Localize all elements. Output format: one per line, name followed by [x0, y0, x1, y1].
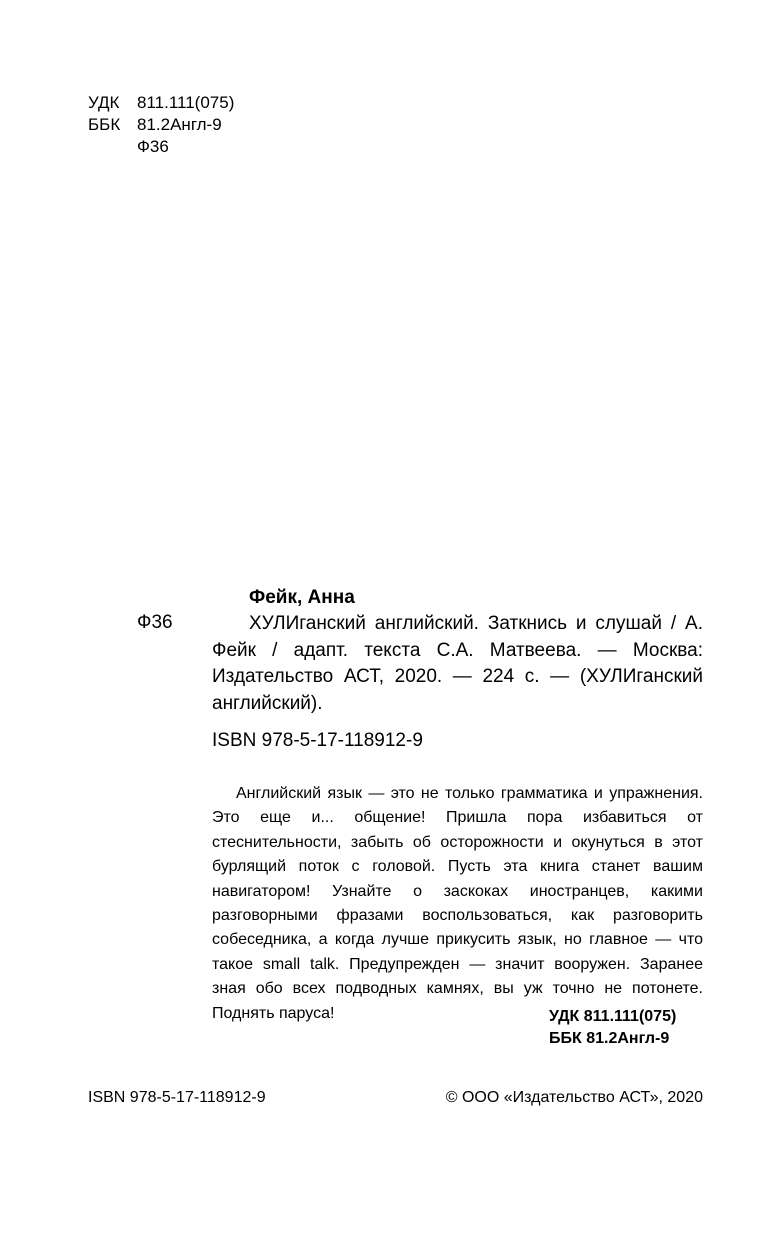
author-sign: Ф36 [137, 137, 169, 156]
entry-author-sign: Ф36 [137, 612, 173, 633]
annotation-codes [549, 1006, 676, 1050]
udk-label: УДК [88, 93, 120, 112]
entry-isbn: ISBN 978-5-17-118912-9 [212, 730, 423, 751]
annotation-text: Английский язык — это не только грамматика и упражнения. Это еще и... общение! Пришла пора избавиться от стеснительности, забыть об осторожности и окунуться в этот бурлящий поток с головой. Пусть эта книга станет вашим навигатором! Узнайте о заскоках иностранцев, какими разговорными фразами воспользоваться, как разговорить собеседника, а когда лучше прикусить язык, но главное — что такое small talk. Предупрежден — значит вооружен. Заранее зная обо всех подводных камнях, вы уж точно не потонете. Поднять паруса! [212, 785, 703, 1022]
entry-description: ХУЛИганский английский. Заткнись и слушай / А. Фейк / адапт. текста С.А. Матвеева. — Москва: Издательство АСТ, 2020. — 224 с. — (ХУЛИганский английский). [212, 613, 703, 714]
footer-isbn: ISBN 978-5-17-118912-9 [88, 1089, 266, 1106]
entry-author: Фейк, Анна [249, 587, 355, 608]
bbk-label: ББК [88, 115, 121, 134]
udk-value: 811.111(075) [137, 93, 235, 112]
annotation-udk: УДК 811.111(075) [549, 1008, 677, 1025]
footer-copyright: © ООО «Издательство АСТ», 2020 [445, 1089, 703, 1106]
annotation-bbk: ББК 81.2Англ-9 [549, 1030, 670, 1047]
bbk-value: 81.2Англ-9 [137, 115, 222, 134]
